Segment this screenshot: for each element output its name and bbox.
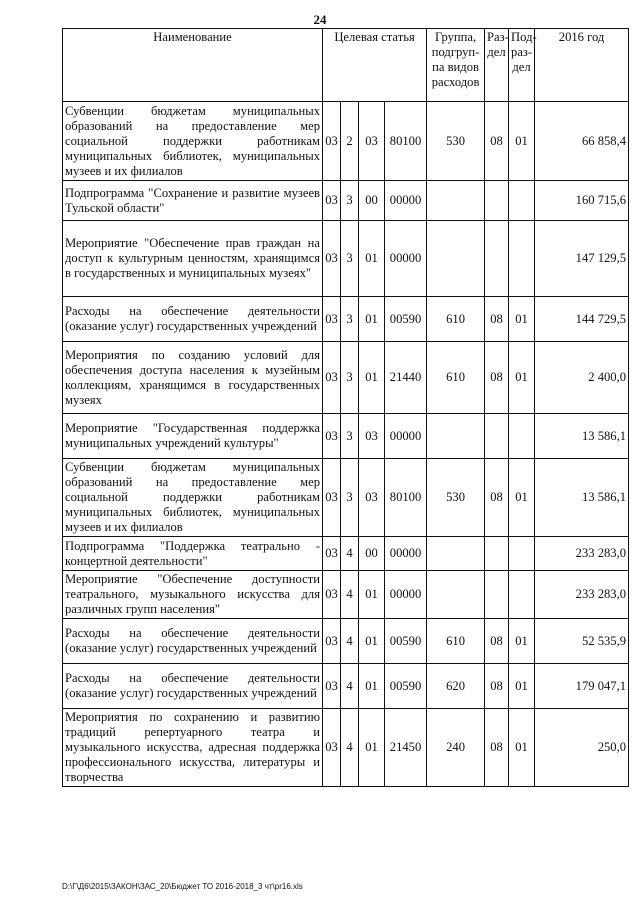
row-code-subprogram: 4 bbox=[341, 664, 359, 709]
row-code-direction: 21440 bbox=[385, 342, 427, 414]
table-row bbox=[63, 664, 629, 709]
row-amount: 66 858,4 bbox=[535, 102, 629, 181]
row-code-event: 03 bbox=[359, 414, 385, 459]
row-amount: 2 400,0 bbox=[535, 342, 629, 414]
row-section: 08 bbox=[485, 664, 509, 709]
row-code-subprogram: 2 bbox=[341, 102, 359, 181]
row-group bbox=[427, 221, 485, 297]
row-code-subprogram: 3 bbox=[341, 459, 359, 537]
row-subsection bbox=[509, 181, 535, 221]
row-amount: 179 047,1 bbox=[535, 664, 629, 709]
table-row bbox=[63, 537, 629, 571]
header-group: Группа, подгруп-па видов расходов bbox=[427, 29, 485, 102]
row-section: 08 bbox=[485, 342, 509, 414]
row-section bbox=[485, 537, 509, 571]
row-group: 610 bbox=[427, 297, 485, 342]
row-code-subprogram: 3 bbox=[341, 221, 359, 297]
row-group: 610 bbox=[427, 619, 485, 664]
row-amount: 250,0 bbox=[535, 709, 629, 787]
header-amount-2016: 2016 год bbox=[535, 29, 629, 102]
row-group bbox=[427, 537, 485, 571]
header-subsection: Под-раз-дел bbox=[509, 29, 535, 102]
row-group: 530 bbox=[427, 459, 485, 537]
row-subsection: 01 bbox=[509, 664, 535, 709]
row-name: Мероприятие "Обеспечение прав граждан на доступ к культурным ценностям, хранящимся в государственных и муниципальных музеях" bbox=[63, 221, 323, 297]
row-group bbox=[427, 414, 485, 459]
row-code-program: 03 bbox=[323, 459, 341, 537]
row-subsection: 01 bbox=[509, 619, 535, 664]
row-code-program: 03 bbox=[323, 181, 341, 221]
row-code-direction: 00000 bbox=[385, 414, 427, 459]
row-code-subprogram: 4 bbox=[341, 571, 359, 619]
row-amount: 147 129,5 bbox=[535, 221, 629, 297]
row-code-subprogram: 4 bbox=[341, 537, 359, 571]
row-code-subprogram: 3 bbox=[341, 342, 359, 414]
row-code-direction: 00000 bbox=[385, 181, 427, 221]
row-amount: 160 715,6 bbox=[535, 181, 629, 221]
row-code-program: 03 bbox=[323, 709, 341, 787]
row-code-program: 03 bbox=[323, 297, 341, 342]
row-code-program: 03 bbox=[323, 221, 341, 297]
row-code-direction: 80100 bbox=[385, 102, 427, 181]
row-subsection: 01 bbox=[509, 102, 535, 181]
row-amount: 233 283,0 bbox=[535, 571, 629, 619]
file-path-footer: D:\Г\Д6\2015\ЗАКОН\ЗАС_20\Бюджет ТО 2016-2018_3 чт\pr16.xls bbox=[62, 882, 303, 891]
row-code-direction: 00590 bbox=[385, 297, 427, 342]
table-row bbox=[63, 221, 629, 297]
row-name: Расходы на обеспечение деятельности (оказание услуг) государственных учреждений bbox=[63, 619, 323, 664]
table-row bbox=[63, 102, 629, 181]
row-name: Подпрограмма "Сохранение и развитие музеев Тульской области" bbox=[63, 181, 323, 221]
page-number: 24 bbox=[313, 12, 327, 27]
row-group: 530 bbox=[427, 102, 485, 181]
row-group: 620 bbox=[427, 664, 485, 709]
row-code-event: 03 bbox=[359, 102, 385, 181]
table-row bbox=[63, 414, 629, 459]
row-section: 08 bbox=[485, 709, 509, 787]
row-section bbox=[485, 181, 509, 221]
row-code-event: 01 bbox=[359, 619, 385, 664]
row-group: 240 bbox=[427, 709, 485, 787]
row-subsection bbox=[509, 571, 535, 619]
row-code-program: 03 bbox=[323, 342, 341, 414]
row-section: 08 bbox=[485, 459, 509, 537]
row-code-event: 01 bbox=[359, 342, 385, 414]
row-code-program: 03 bbox=[323, 664, 341, 709]
row-code-direction: 00590 bbox=[385, 619, 427, 664]
table-header-row bbox=[63, 29, 629, 102]
row-amount: 13 586,1 bbox=[535, 414, 629, 459]
header-target-article: Целевая статья bbox=[323, 29, 427, 102]
row-amount: 13 586,1 bbox=[535, 459, 629, 537]
row-amount: 233 283,0 bbox=[535, 537, 629, 571]
row-subsection: 01 bbox=[509, 297, 535, 342]
row-group: 610 bbox=[427, 342, 485, 414]
row-code-event: 01 bbox=[359, 571, 385, 619]
row-section bbox=[485, 414, 509, 459]
row-code-direction: 21450 bbox=[385, 709, 427, 787]
table-row bbox=[63, 619, 629, 664]
row-section: 08 bbox=[485, 297, 509, 342]
row-group bbox=[427, 181, 485, 221]
row-code-direction: 00590 bbox=[385, 664, 427, 709]
row-name: Мероприятия по созданию условий для обеспечения доступа населения к музейным коллекциям, хранящимся в государственных музеях bbox=[63, 342, 323, 414]
row-code-event: 01 bbox=[359, 297, 385, 342]
row-code-subprogram: 3 bbox=[341, 297, 359, 342]
row-subsection bbox=[509, 221, 535, 297]
row-code-event: 01 bbox=[359, 221, 385, 297]
table-row bbox=[63, 342, 629, 414]
table-row bbox=[63, 571, 629, 619]
row-code-program: 03 bbox=[323, 102, 341, 181]
row-code-program: 03 bbox=[323, 571, 341, 619]
row-code-event: 03 bbox=[359, 459, 385, 537]
row-code-subprogram: 4 bbox=[341, 619, 359, 664]
row-code-program: 03 bbox=[323, 537, 341, 571]
row-name: Подпрограмма "Поддержка театрально - концертной деятельности" bbox=[63, 537, 323, 571]
row-name: Мероприятие "Государственная поддержка муниципальных учреждений культуры" bbox=[63, 414, 323, 459]
table-row bbox=[63, 181, 629, 221]
row-code-event: 00 bbox=[359, 537, 385, 571]
row-subsection: 01 bbox=[509, 459, 535, 537]
row-name: Субвенции бюджетам муниципальных образований на предоставление мер социальной поддержки работникам муниципальных библиотек, муниципальных музеев и их филиалов bbox=[63, 459, 323, 537]
row-code-program: 03 bbox=[323, 414, 341, 459]
row-code-subprogram: 4 bbox=[341, 709, 359, 787]
row-code-direction: 00000 bbox=[385, 571, 427, 619]
row-code-event: 01 bbox=[359, 709, 385, 787]
table-row bbox=[63, 297, 629, 342]
row-section: 08 bbox=[485, 102, 509, 181]
row-code-direction: 00000 bbox=[385, 537, 427, 571]
row-code-event: 01 bbox=[359, 664, 385, 709]
header-name: Наименование bbox=[63, 29, 323, 102]
budget-table bbox=[62, 28, 629, 787]
table-row bbox=[63, 459, 629, 537]
row-name: Мероприятие "Обеспечение доступности театрального, музыкального искусства для различных групп населения" bbox=[63, 571, 323, 619]
row-subsection: 01 bbox=[509, 709, 535, 787]
row-name: Субвенции бюджетам муниципальных образований на предоставление мер социальной поддержки работникам муниципальных библиотек, муниципальных музеев и их филиалов bbox=[63, 102, 323, 181]
row-name: Мероприятия по сохранению и развитию традиций репертуарного театра и музыкального искусства, адресная поддержка профессионального искусства, литературы и творчества bbox=[63, 709, 323, 787]
row-code-direction: 80100 bbox=[385, 459, 427, 537]
row-code-event: 00 bbox=[359, 181, 385, 221]
row-group bbox=[427, 571, 485, 619]
header-section: Раз-дел bbox=[485, 29, 509, 102]
row-name: Расходы на обеспечение деятельности (оказание услуг) государственных учреждений bbox=[63, 664, 323, 709]
row-subsection bbox=[509, 414, 535, 459]
row-section bbox=[485, 571, 509, 619]
row-code-subprogram: 3 bbox=[341, 414, 359, 459]
row-subsection bbox=[509, 537, 535, 571]
row-subsection: 01 bbox=[509, 342, 535, 414]
table-row bbox=[63, 709, 629, 787]
row-amount: 144 729,5 bbox=[535, 297, 629, 342]
row-code-subprogram: 3 bbox=[341, 181, 359, 221]
row-name: Расходы на обеспечение деятельности (оказание услуг) государственных учреждений bbox=[63, 297, 323, 342]
row-code-direction: 00000 bbox=[385, 221, 427, 297]
row-amount: 52 535,9 bbox=[535, 619, 629, 664]
row-code-program: 03 bbox=[323, 619, 341, 664]
row-section bbox=[485, 221, 509, 297]
row-section: 08 bbox=[485, 619, 509, 664]
